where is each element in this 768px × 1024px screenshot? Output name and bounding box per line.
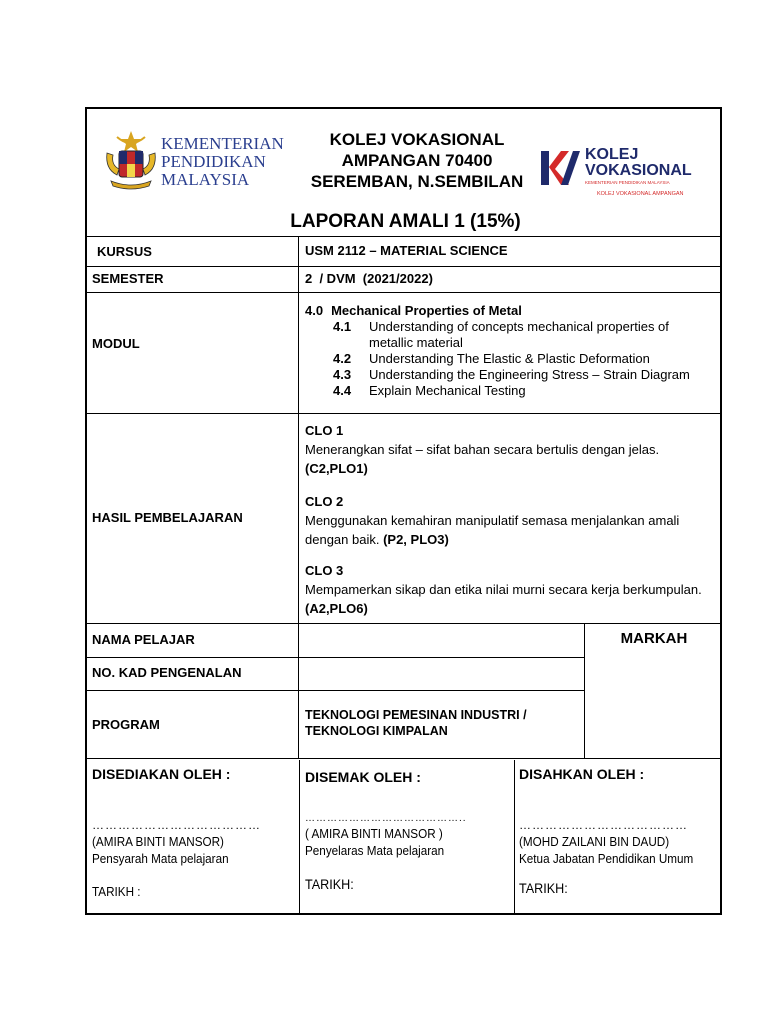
modul-label: MODUL [92,336,140,351]
signature-title: DISEMAK OLEH : [305,769,421,785]
kursus-value: USM 2112 – MATERIAL SCIENCE [305,243,508,258]
signature-checked [305,769,511,892]
clo-1: CLO 1 Menerangkan sifat – sifat bahan secara bertulis dengan jelas. (C2,PLO1) [305,423,660,476]
signature-role: Pensyarah Mata pelajaran [92,851,229,866]
modul-heading-num: 4.0 [305,303,324,318]
markah-label: MARKAH [620,630,688,647]
signature-name: ( AMIRA BINTI MANSOR ) [305,826,443,841]
malaysia-crest-icon [103,129,159,193]
signature-date: TARIKH : [92,884,141,899]
signature-name: (AMIRA BINTI MANSOR) [92,834,224,849]
semester-label: SEMESTER [92,271,164,286]
signature-role: Penyelaras Mata pelajaran [305,843,445,858]
signature-title: DISEDIAKAN OLEH : [92,766,231,782]
ic-field[interactable] [301,659,582,688]
modul-content [305,303,720,399]
hasil-label: HASIL PEMBELAJARAN [92,510,243,525]
ic-label: NO. KAD PENGENALAN [92,665,242,680]
school-postcode: AMPANGAN 70400 [341,151,493,170]
signature-line[interactable]: ………………………………… [92,818,261,832]
signature-approved [519,766,719,896]
report-title: LAPORAN AMALI 1 (15%) [290,211,521,232]
kv-logo-line2: VOKASIONAL [585,162,692,179]
kursus-label: KURSUS [97,244,152,259]
semester-value: 2 / DVM (2021/2022) [305,271,433,286]
signature-role: Ketua Jabatan Pendidikan Umum [519,851,694,866]
school-address [297,129,537,192]
clo-3: CLO 3 Mempamerkan sikap dan etika nilai murni secara kerja berkumpulan.(A2,PLO6) [305,563,702,616]
ministry-logo-line3: MALAYSIA [161,170,250,189]
kv-logo [539,147,709,202]
nama-label: NAMA PELAJAR [92,632,195,647]
modul-heading [305,303,720,319]
signature-date: TARIKH: [519,880,568,896]
signature-line[interactable]: ………………………………… [519,818,688,832]
kv-logo-sub2: KOLEJ VOKASIONAL AMPANGAN [597,191,684,197]
signature-prepared [92,766,296,899]
school-city: SEREMBAN, N.SEMBILAN [310,172,524,191]
nama-field[interactable] [301,625,582,655]
ministry-logo-line2: PENDIDIKAN [161,152,266,171]
modul-heading-text: Mechanical Properties of Metal [331,303,522,318]
modul-item: 4.2 Understanding The Elastic & Plastic Deformation [333,351,650,366]
ministry-logo [103,127,284,197]
modul-item: 4.3 Understanding the Engineering Stress – Strain Diagram [333,367,690,382]
kv-logo-icon [539,149,581,187]
ministry-logo-line1: KEMENTERIAN [161,134,284,153]
signature-line[interactable]: …………………………………….. [305,813,467,824]
program-label: PROGRAM [92,717,160,732]
clo-2: CLO 2 Menggunakan kemahiran manipulatif semasa menjalankan amali dengan baik. (P2, PLO3) [305,494,680,547]
school-name: KOLEJ VOKASIONAL [329,130,505,149]
clo-list [305,421,715,618]
modul-item: 4.1 Understanding of concepts mechanical properties of metallic material [333,319,669,350]
kv-logo-line1: KOLEJ [585,146,639,163]
markah-field[interactable] [586,657,722,757]
report-form [85,107,722,915]
modul-item: 4.4 Explain Mechanical Testing [333,383,526,398]
signature-name: (MOHD ZAILANI BIN DAUD) [519,834,670,849]
program-value: TEKNOLOGI PEMESINAN INDUSTRI / TEKNOLOGI KIMPALAN [305,708,527,738]
signature-title: DISAHKAN OLEH : [519,766,645,782]
kv-logo-sub: KEMENTERIAN PENDIDIKAN MALAYSIA [585,180,670,185]
signature-date: TARIKH: [305,876,354,892]
